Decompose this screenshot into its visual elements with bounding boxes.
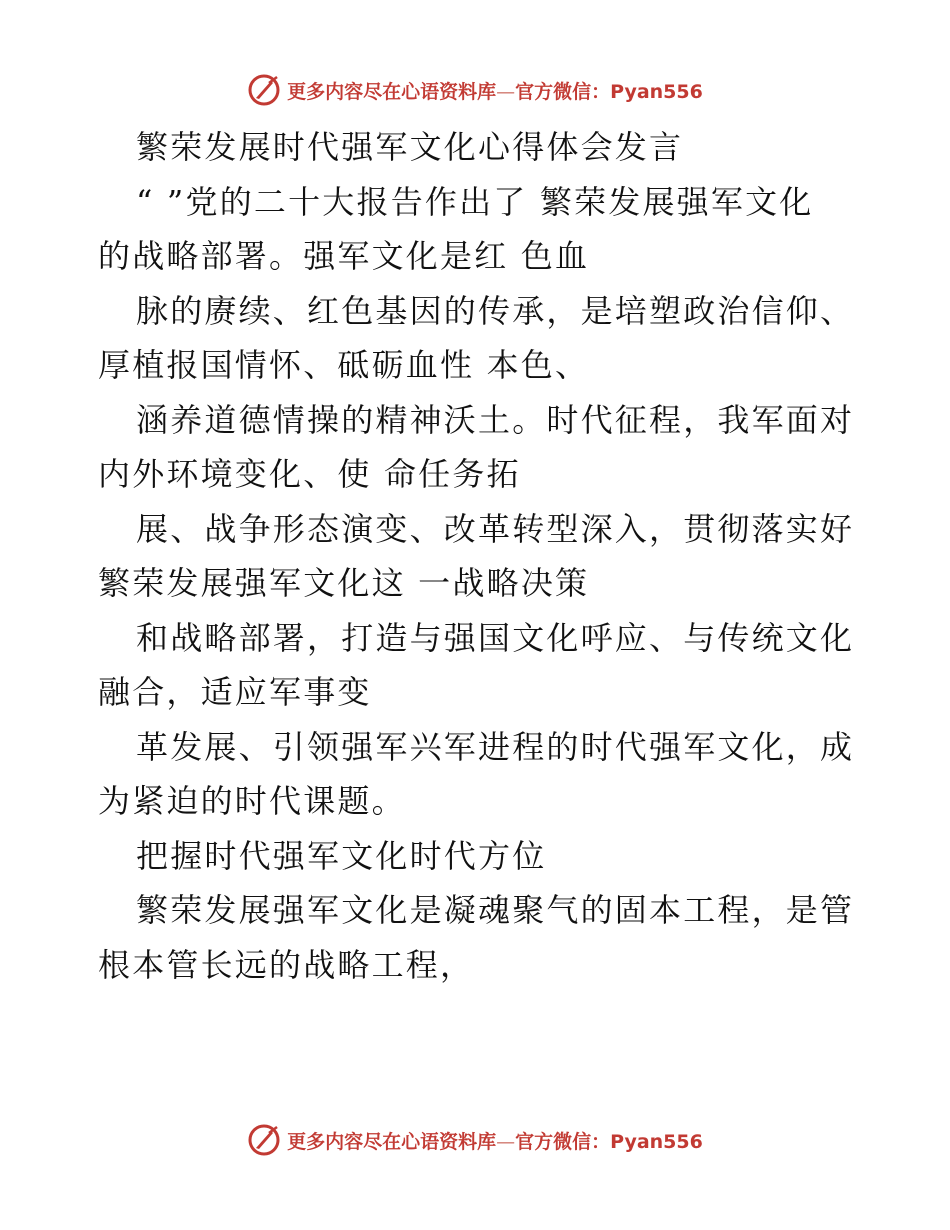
header-wechat-label: 官方微信： [515, 80, 611, 103]
footer-promo-text: 更多内容尽在心语资料库 [287, 1130, 497, 1153]
header-wechat-id: Pyan556 [610, 80, 703, 103]
header-promo-text: 更多内容尽在心语资料库 [287, 80, 497, 103]
text-line: 和战略部署，打造与强国文化呼应、与传统文化 [136, 618, 855, 657]
text-line: 融合，适应军事变 [98, 673, 372, 711]
header-banner [0, 70, 950, 110]
footer-wechat-label: 官方微信： [515, 1130, 611, 1153]
text-line: 为紧迫的时代课题。 [98, 782, 406, 820]
text-line: 革发展、引领强军兴军进程的时代强军文化，成 [136, 727, 855, 766]
text-line: 的战略部署。强军文化是红 色血 [98, 237, 590, 275]
quill-logo-icon [247, 1123, 281, 1157]
text-line: 繁荣发展强军文化这 一战略决策 [98, 564, 590, 602]
text-line: 把握时代强军文化时代方位 [136, 836, 547, 875]
text-line: “ ”党的二十大报告作出了 繁荣发展强军文化 [136, 182, 814, 221]
text-line: 繁荣发展时代强军文化心得体会发言 [136, 128, 684, 166]
quill-logo-icon [247, 73, 281, 107]
text-line: 内外环境变化、使 命任务拓 [98, 455, 521, 493]
text-line: 繁荣发展强军文化是凝魂聚气的固本工程，是管 [136, 891, 855, 929]
text-line: 展、战争形态演变、改革转型深入，贯彻落实好 [136, 509, 855, 548]
text-line: 脉的赓续、红色基因的传承，是培塑政治信仰、 [136, 291, 855, 330]
text-line: 厚植报国情怀、砥砺血性 本色、 [98, 346, 590, 384]
document-body [98, 120, 858, 992]
text-line: 根本管长远的战略工程， [98, 945, 475, 984]
text-line: 涵养道德情操的精神沃土。时代征程，我军面对 [136, 400, 855, 439]
footer-banner [0, 1120, 950, 1160]
footer-separator: — [496, 1130, 516, 1153]
header-banner-text [287, 77, 703, 104]
footer-wechat-id: Pyan556 [610, 1130, 703, 1153]
header-separator: — [496, 80, 516, 103]
footer-banner-text [287, 1127, 703, 1154]
